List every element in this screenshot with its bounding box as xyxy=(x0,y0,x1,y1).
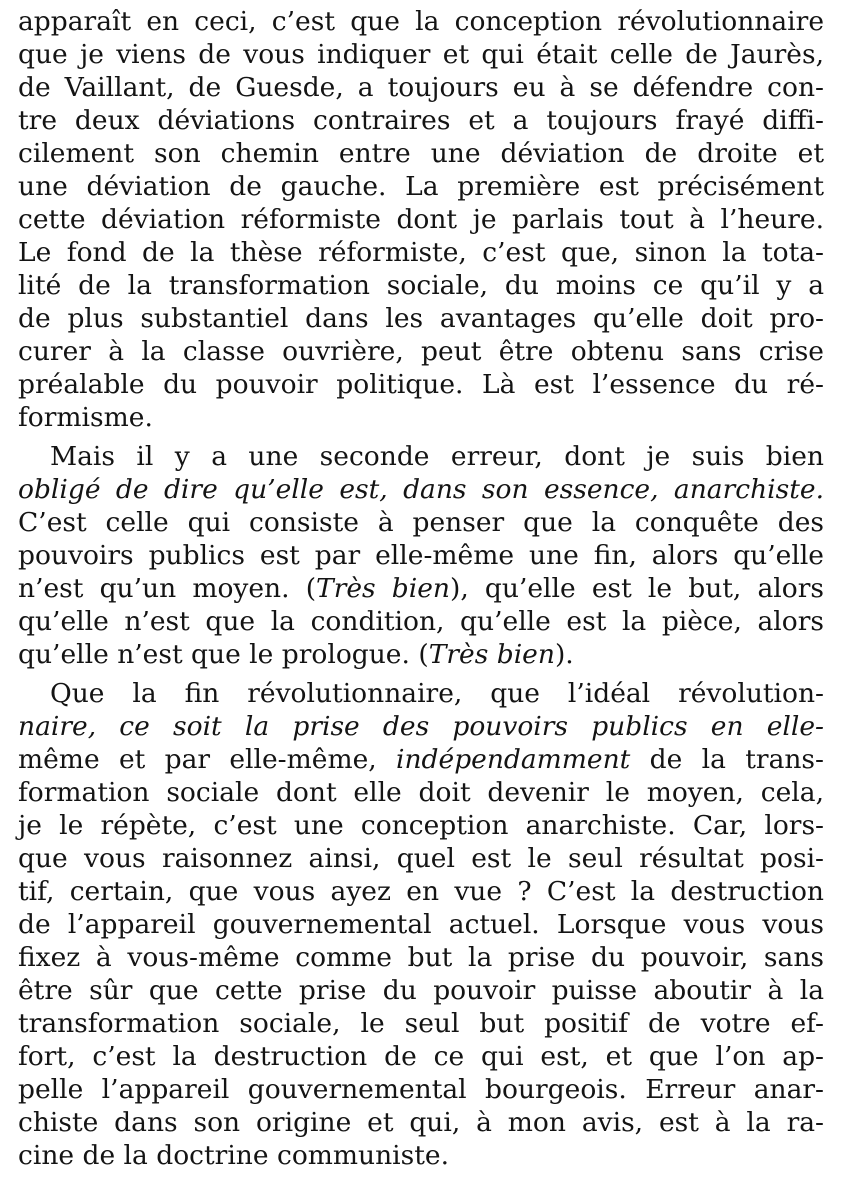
text-line: Mais il y a une seconde erreur, dont je suis bien xyxy=(50,441,824,472)
text-line: que vous raisonnez ainsi, quel est le seul résultat posi- xyxy=(18,843,824,874)
text-line: chiste dans son origine et qui, à mon avis, est à la ra- xyxy=(18,1107,824,1138)
text-line: tif, certain, que vous ayez en vue ? C’est la destruction xyxy=(18,876,824,907)
text-line: pouvoirs publics est par elle-même une fin, alors qu’elle xyxy=(18,540,824,571)
text-run: même et par elle-même, xyxy=(18,744,397,775)
text-line: cette déviation réformiste dont je parlais tout à l’heure. xyxy=(18,204,824,235)
text-line: préalable du pouvoir politique. Là est l’essence du ré- xyxy=(18,369,824,400)
text-line: cine de la doctrine communiste. xyxy=(18,1140,450,1171)
text-line: je le répète, c’est une conception anarchiste. Car, lors- xyxy=(18,810,824,841)
text-line: pelle l’appareil gouvernemental bourgeois. Erreur anar- xyxy=(18,1074,824,1105)
text-line: une déviation de gauche. La première est précisément xyxy=(18,171,824,202)
text-run: n’est qu’un moyen. ( xyxy=(18,573,317,604)
text-run-italic: Très bien xyxy=(428,639,555,670)
text-line: cilement son chemin entre une déviation de droite et xyxy=(18,138,824,169)
text-line xyxy=(18,572,824,605)
text-line-italic: obligé de dire qu’elle est, dans son essence, anarchiste. xyxy=(18,474,824,505)
text-run: de la trans- xyxy=(630,744,824,775)
text-line: de plus substantiel dans les avantages qu’elle doit pro- xyxy=(18,303,824,334)
text-line: C’est celle qui consiste à penser que la conquête des xyxy=(18,507,824,538)
text-line: formation sociale dont elle doit devenir le moyen, cela, xyxy=(18,777,824,808)
text-run-italic: Très bien xyxy=(316,573,450,604)
text-line: fixez à vous-même comme but la prise du pouvoir, sans xyxy=(18,942,824,973)
text-line: de l’appareil gouvernemental actuel. Lorsque vous vous xyxy=(18,909,824,940)
text-line xyxy=(18,638,824,671)
text-run: ), qu’elle est le but, alors xyxy=(450,573,824,604)
text-line: qu’elle n’est que la condition, qu’elle est la pièce, alors xyxy=(18,606,824,637)
text-line: Que la fin révolutionnaire, que l’idéal révolution- xyxy=(50,678,824,709)
text-line: tre deux déviations contraires et a toujours frayé diffi- xyxy=(18,105,824,136)
text-run: ). xyxy=(554,639,574,670)
text-line: Le fond de la thèse réformiste, c’est que, sinon la tota- xyxy=(18,237,824,268)
text-line: être sûr que cette prise du pouvoir puisse aboutir à la xyxy=(18,975,824,1006)
text-line: transformation sociale, le seul but positif de votre ef- xyxy=(18,1008,824,1039)
text-run: qu’elle n’est que le prologue. ( xyxy=(18,639,429,670)
text-line: lité de la transformation sociale, du moins ce qu’il y a xyxy=(18,270,824,301)
text-line-italic: naire, ce soit la prise des pouvoirs publics en elle- xyxy=(18,711,824,742)
text-line: fort, c’est la destruction de ce qui est, et que l’on ap- xyxy=(18,1041,824,1072)
text-run-italic: indépendamment xyxy=(396,744,631,775)
text-line: de Vaillant, de Guesde, a toujours eu à se défendre con- xyxy=(18,72,824,103)
text-line: formisme. xyxy=(18,402,153,433)
text-line: curer à la classe ouvrière, peut être obtenu sans crise xyxy=(18,336,824,367)
text-line: que je viens de vous indiquer et qui était celle de Jaurès, xyxy=(18,39,824,70)
text-line xyxy=(18,743,824,776)
text-line: apparaît en ceci, c’est que la conception révolutionnaire xyxy=(18,6,824,37)
